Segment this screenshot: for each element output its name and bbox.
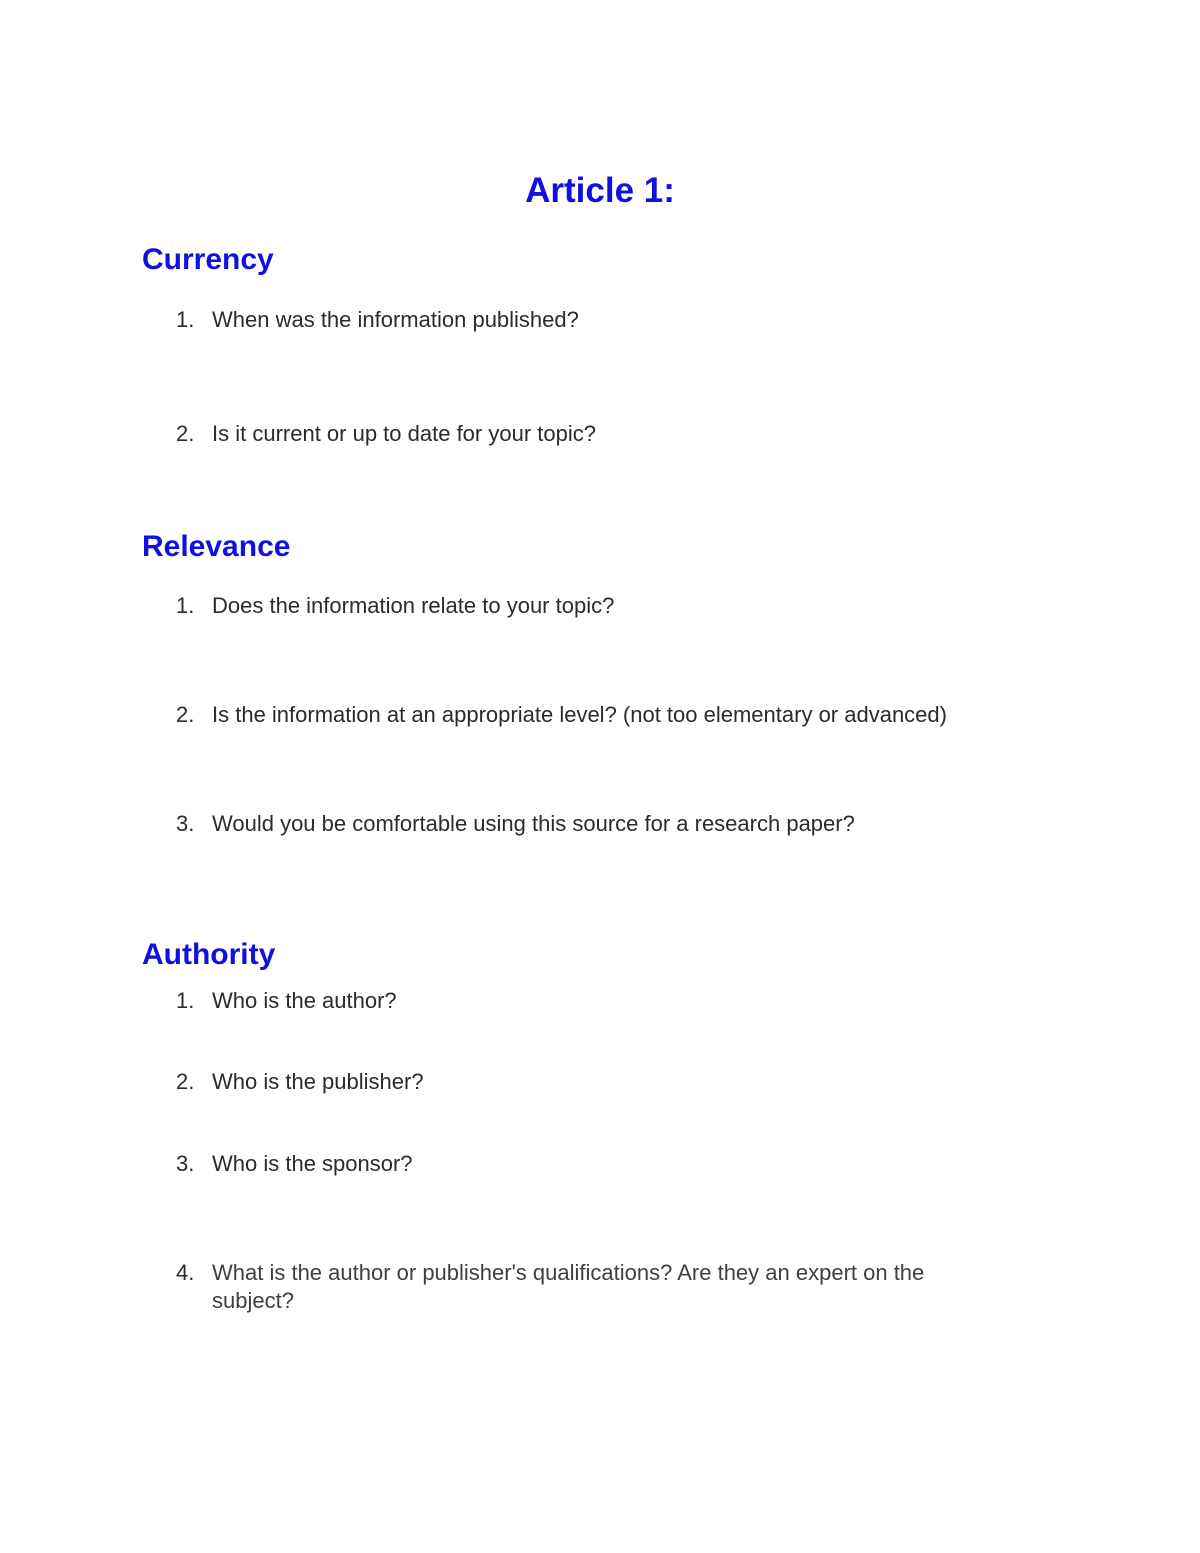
item-number: 2. bbox=[176, 702, 195, 727]
item-text: Would you be comfortable using this source for a research paper? bbox=[212, 811, 855, 836]
item-number: 2. bbox=[176, 1069, 195, 1094]
item-text: Who is the author? bbox=[212, 988, 397, 1013]
section-heading-currency: Currency bbox=[142, 243, 274, 276]
item-text: Is the information at an appropriate level? (not too elementary or advanced) bbox=[212, 702, 947, 727]
item-text: What is the author or publisher's qualifications? Are they an expert on the subject? bbox=[212, 1260, 925, 1313]
item-number: 1. bbox=[176, 988, 195, 1013]
item-number: 1. bbox=[176, 307, 195, 332]
item-number: 3. bbox=[176, 811, 195, 836]
item-number: 2. bbox=[176, 421, 195, 446]
item-number: 4. bbox=[176, 1260, 195, 1285]
item-number: 1. bbox=[176, 593, 195, 618]
item-text: Is it current or up to date for your topic? bbox=[212, 421, 596, 446]
item-text: When was the information published? bbox=[212, 307, 579, 332]
item-number: 3. bbox=[176, 1151, 195, 1176]
page-title: Article 1: bbox=[525, 171, 675, 210]
section-heading-authority: Authority bbox=[142, 938, 276, 971]
item-text: Who is the publisher? bbox=[212, 1069, 424, 1094]
section-heading-relevance: Relevance bbox=[142, 530, 291, 563]
item-text: Does the information relate to your topic? bbox=[212, 593, 615, 618]
item-text: Who is the sponsor? bbox=[212, 1151, 413, 1176]
